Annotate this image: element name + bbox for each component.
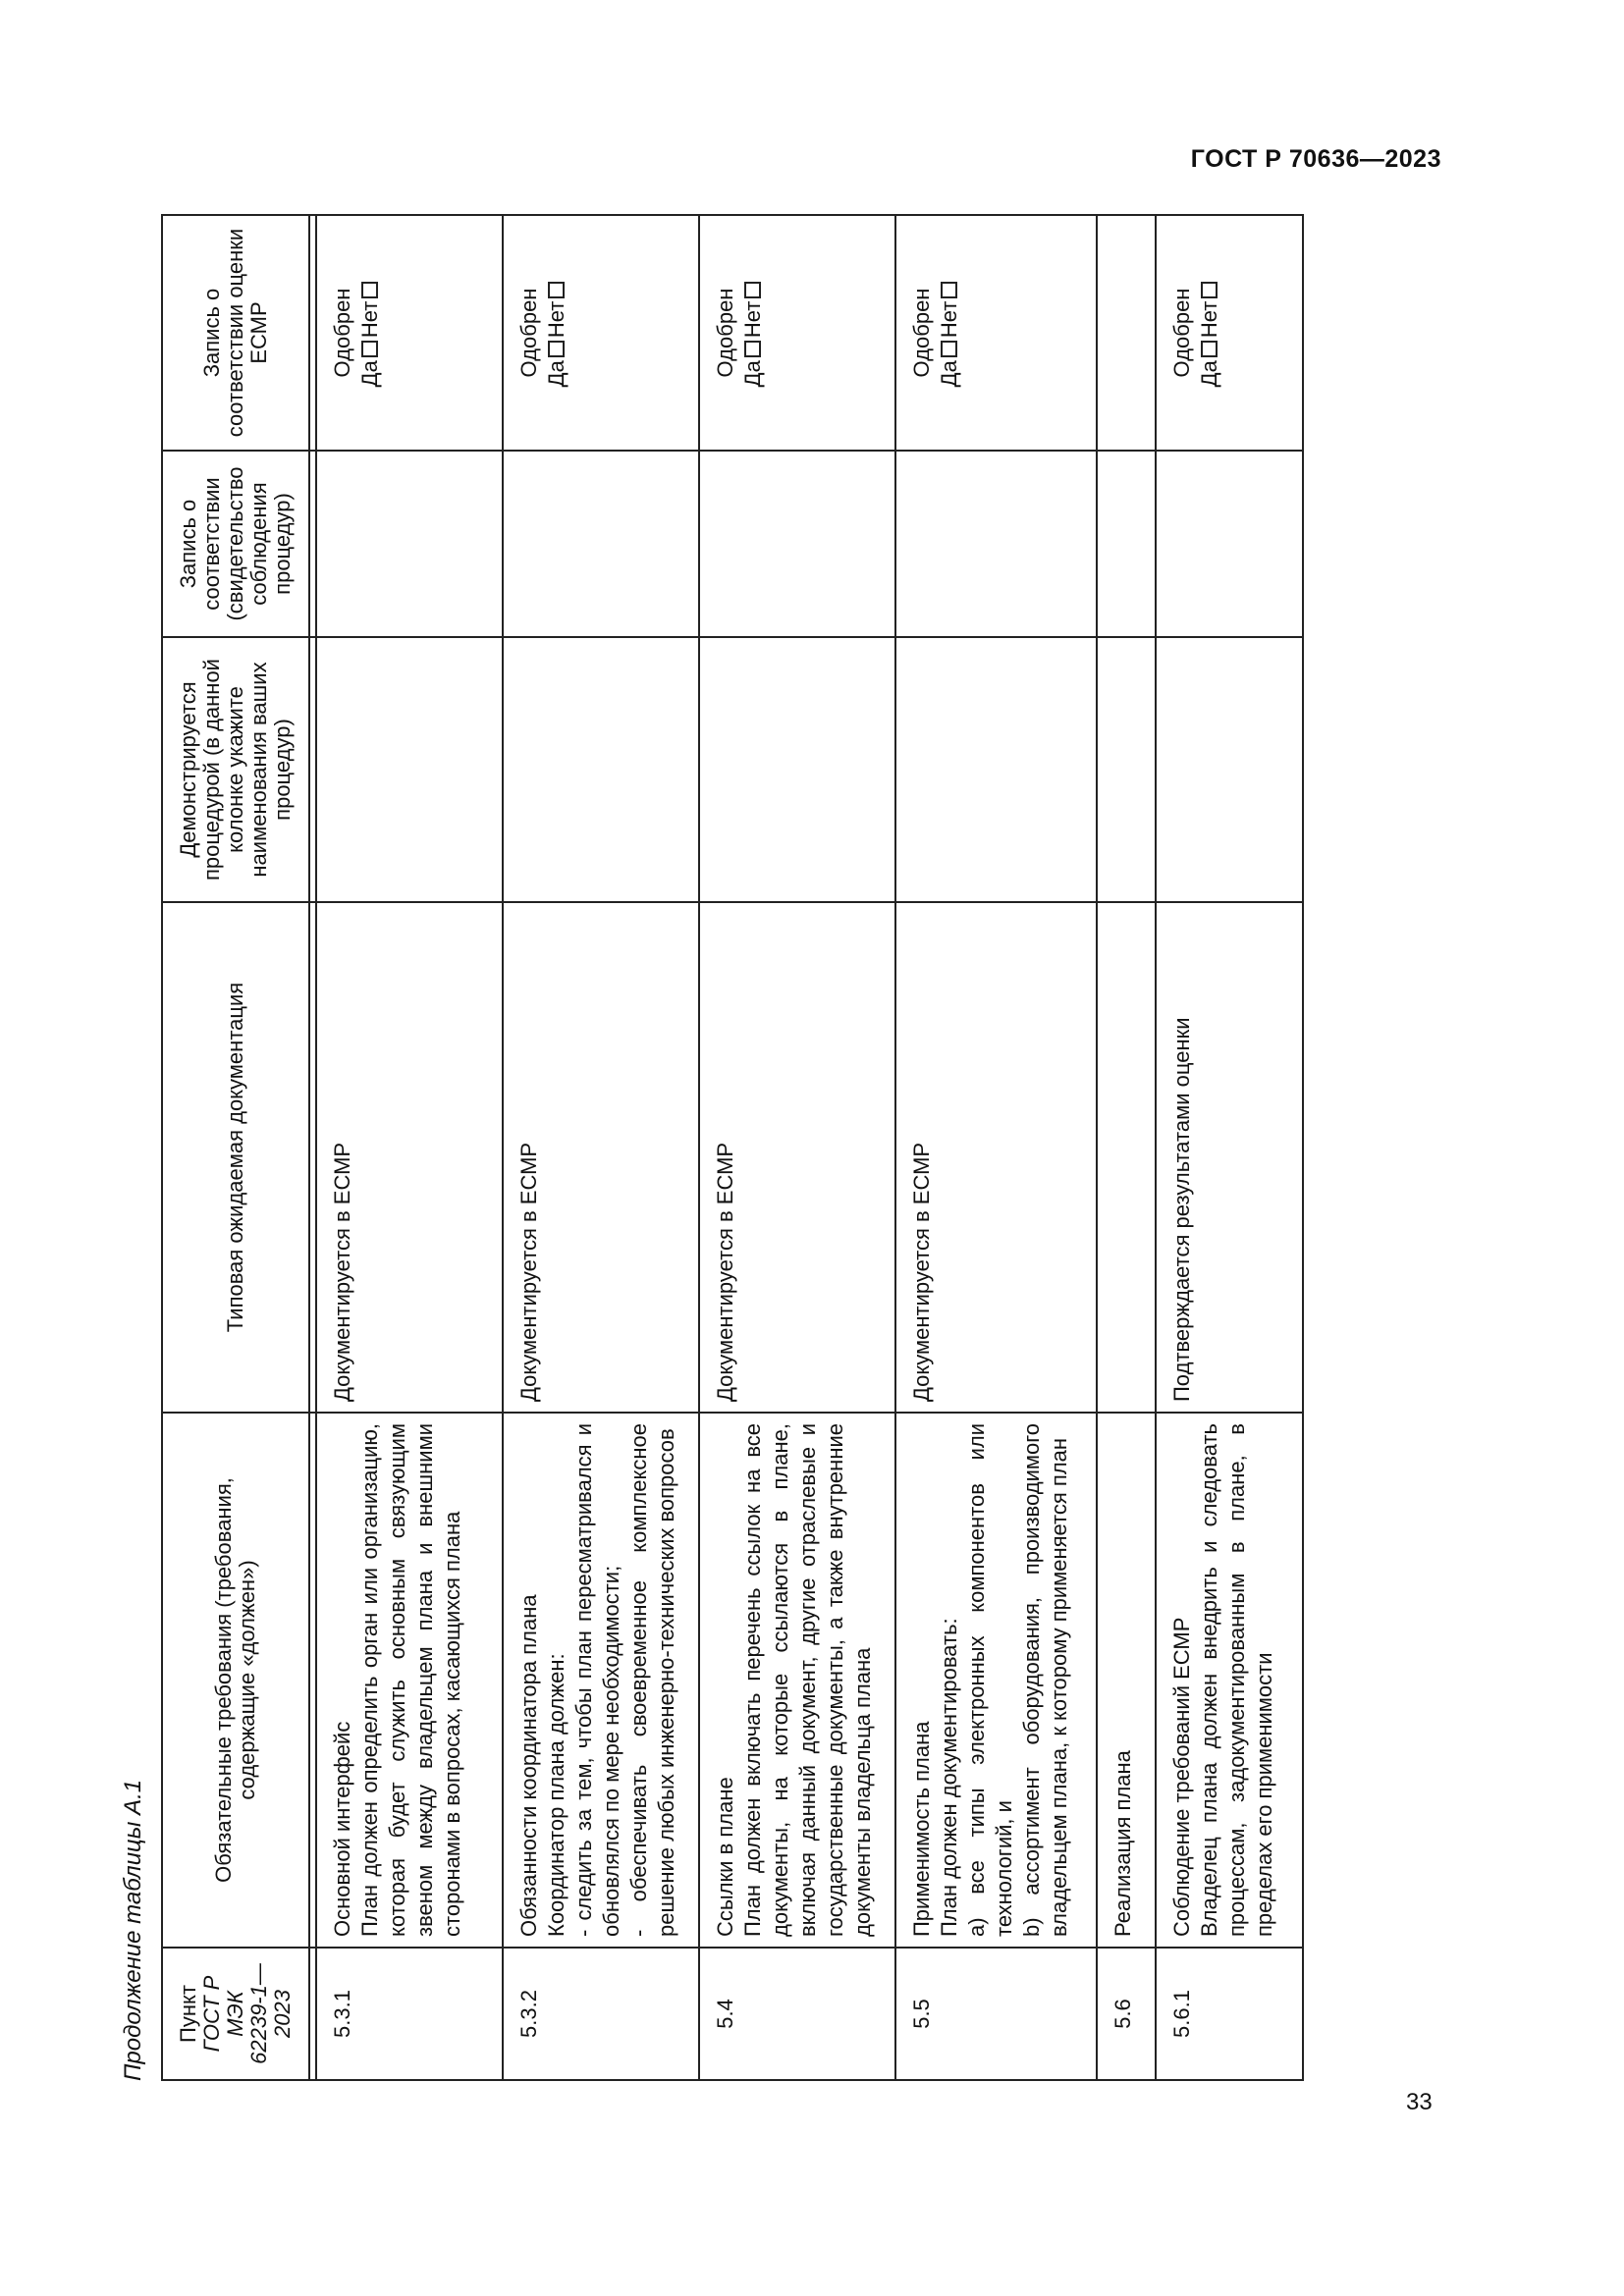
row-procedure-cell <box>895 637 1097 902</box>
requirements-table <box>161 214 1304 2081</box>
header-item-line2: ГОСТ Р МЭК 62239-1—2023 <box>199 1963 295 2064</box>
row-item-number: 5.3.2 <box>503 1948 699 2080</box>
yes-label: Да <box>1197 360 1221 388</box>
requirement-title: Основной интерфейс <box>330 1721 354 1937</box>
yes-label: Да <box>544 360 568 388</box>
row-compliance-cell <box>895 451 1097 637</box>
row-item-number: 5.5 <box>895 1948 1097 2080</box>
row-compliance-cell <box>316 451 503 637</box>
table-header-row <box>162 215 309 2080</box>
approved-label: Одобрен <box>330 288 354 378</box>
yes-label: Да <box>357 360 382 388</box>
requirement-text: Владелец плана должен внедрить и следовать процессам, задокументированным в плане, в пределах его применимости <box>1197 1423 1276 1937</box>
row-assessment <box>316 215 503 451</box>
row-compliance-cell <box>503 451 699 637</box>
header-item-line1: Пункт <box>176 1985 200 2043</box>
header-separator <box>309 215 316 2080</box>
yes-checkbox[interactable] <box>941 341 957 357</box>
requirement-title: Применимость плана <box>909 1721 934 1937</box>
requirement-text: a) все типы электронных компонентов или технологий, и <box>964 1423 1016 1937</box>
row-documentation: Документируется в ЕСМР <box>699 902 895 1413</box>
yes-label: Да <box>740 360 765 388</box>
row-documentation: Документируется в ЕСМР <box>503 902 699 1413</box>
no-checkbox[interactable] <box>361 282 378 298</box>
row-procedure-cell <box>1156 637 1303 902</box>
yes-no-choice <box>936 226 963 440</box>
requirement-text: - обеспечивать своевременное комплексное решение любых инженерно-технических вопросов <box>626 1423 678 1937</box>
yes-no-choice <box>1196 226 1223 440</box>
requirement-text: План должен определить орган или организацию, которая будет служить основным связующим звеном между владельцем плана и внешними сторонами в вопросах, касающихся плана <box>357 1423 464 1937</box>
no-checkbox[interactable] <box>548 282 565 298</box>
yes-no-choice <box>739 226 767 440</box>
no-label: Нет <box>937 300 961 339</box>
table-row <box>699 215 895 2080</box>
row-item-number: 5.3.1 <box>316 1948 503 2080</box>
row-assessment <box>503 215 699 451</box>
standard-designation: ГОСТ Р 70636—2023 <box>1190 145 1441 173</box>
row-item-number: 5.6.1 <box>1156 1948 1303 2080</box>
yes-checkbox[interactable] <box>1201 341 1218 357</box>
no-label: Нет <box>740 300 765 339</box>
requirement-text: b) ассортимент оборудования, производимого владельцем плана, к которому применяется план <box>1019 1423 1071 1937</box>
approved-label: Одобрен <box>713 288 737 378</box>
no-label: Нет <box>1197 300 1221 339</box>
requirement-text: Координатор плана должен: <box>544 1653 568 1937</box>
yes-no-choice <box>356 226 384 440</box>
row-item-number: 5.4 <box>699 1948 895 2080</box>
yes-label: Да <box>937 360 961 388</box>
row-procedure-cell <box>1097 637 1156 902</box>
row-documentation: Документируется в ЕСМР <box>895 902 1097 1413</box>
yes-checkbox[interactable] <box>361 341 378 357</box>
page-number: 33 <box>1406 2089 1433 2115</box>
row-requirement <box>699 1413 895 1948</box>
rotated-table-sheet <box>108 216 1282 2081</box>
row-requirement <box>1156 1413 1303 1948</box>
row-item-number: 5.6 <box>1097 1948 1156 2080</box>
no-checkbox[interactable] <box>744 282 761 298</box>
no-checkbox[interactable] <box>941 282 957 298</box>
row-assessment <box>699 215 895 451</box>
table-row <box>1097 215 1156 2080</box>
row-documentation <box>1097 902 1156 1413</box>
header-requirements: Обязательные требования (требования, содержащие «должен») <box>162 1413 309 1948</box>
row-requirement <box>503 1413 699 1948</box>
yes-checkbox[interactable] <box>744 341 761 357</box>
row-procedure-cell <box>699 637 895 902</box>
header-procedure: Демонстрируется процедурой (в данной колонке укажите наименования ваших процедур) <box>162 637 309 902</box>
requirement-text: План должен включать перечень ссылок на все документы, на которые ссылаются в плане, включая данный документ, другие отраслевые и государственные документы, а также внутренние документы владельца плана <box>740 1423 875 1937</box>
row-compliance-cell <box>1156 451 1303 637</box>
requirement-title: Ссылки в плане <box>713 1777 737 1937</box>
row-compliance-cell <box>699 451 895 637</box>
row-requirement <box>895 1413 1097 1948</box>
row-documentation: Подтверждается результатами оценки <box>1156 902 1303 1413</box>
no-label: Нет <box>357 300 382 339</box>
approved-label: Одобрен <box>1169 288 1194 378</box>
requirement-title: Реализация плана <box>1110 1750 1135 1937</box>
no-checkbox[interactable] <box>1201 282 1218 298</box>
row-documentation: Документируется в ЕСМР <box>316 902 503 1413</box>
row-procedure-cell <box>503 637 699 902</box>
approved-label: Одобрен <box>516 288 541 378</box>
requirement-title: Обязанности координатора плана <box>516 1594 541 1937</box>
table-caption: Продолжение таблицы А.1 <box>120 1779 146 2081</box>
header-item <box>162 1948 309 2080</box>
row-assessment <box>895 215 1097 451</box>
yes-no-choice <box>543 226 570 440</box>
header-documentation: Типовая ожидаемая документация <box>162 902 309 1413</box>
requirement-text: - следить за тем, чтобы план пересматривался и обновлялся по мере необходимости; <box>571 1423 623 1937</box>
requirement-text: План должен документировать: <box>937 1618 961 1937</box>
row-assessment <box>1156 215 1303 451</box>
table-row <box>895 215 1097 2080</box>
header-assessment: Запись о соответствии оценки ЕСМР <box>162 215 309 451</box>
header-compliance: Запись о соответствии (свидетельство соблюдения процедур) <box>162 451 309 637</box>
approved-label: Одобрен <box>909 288 934 378</box>
row-requirement <box>316 1413 503 1948</box>
table-row <box>316 215 503 2080</box>
no-label: Нет <box>544 300 568 339</box>
row-procedure-cell <box>316 637 503 902</box>
row-requirement <box>1097 1413 1156 1948</box>
yes-checkbox[interactable] <box>548 341 565 357</box>
requirement-title: Соблюдение требований ЕСМР <box>1169 1617 1194 1937</box>
table-row <box>503 215 699 2080</box>
row-compliance-cell <box>1097 451 1156 637</box>
row-assessment <box>1097 215 1156 451</box>
table-row <box>1156 215 1303 2080</box>
